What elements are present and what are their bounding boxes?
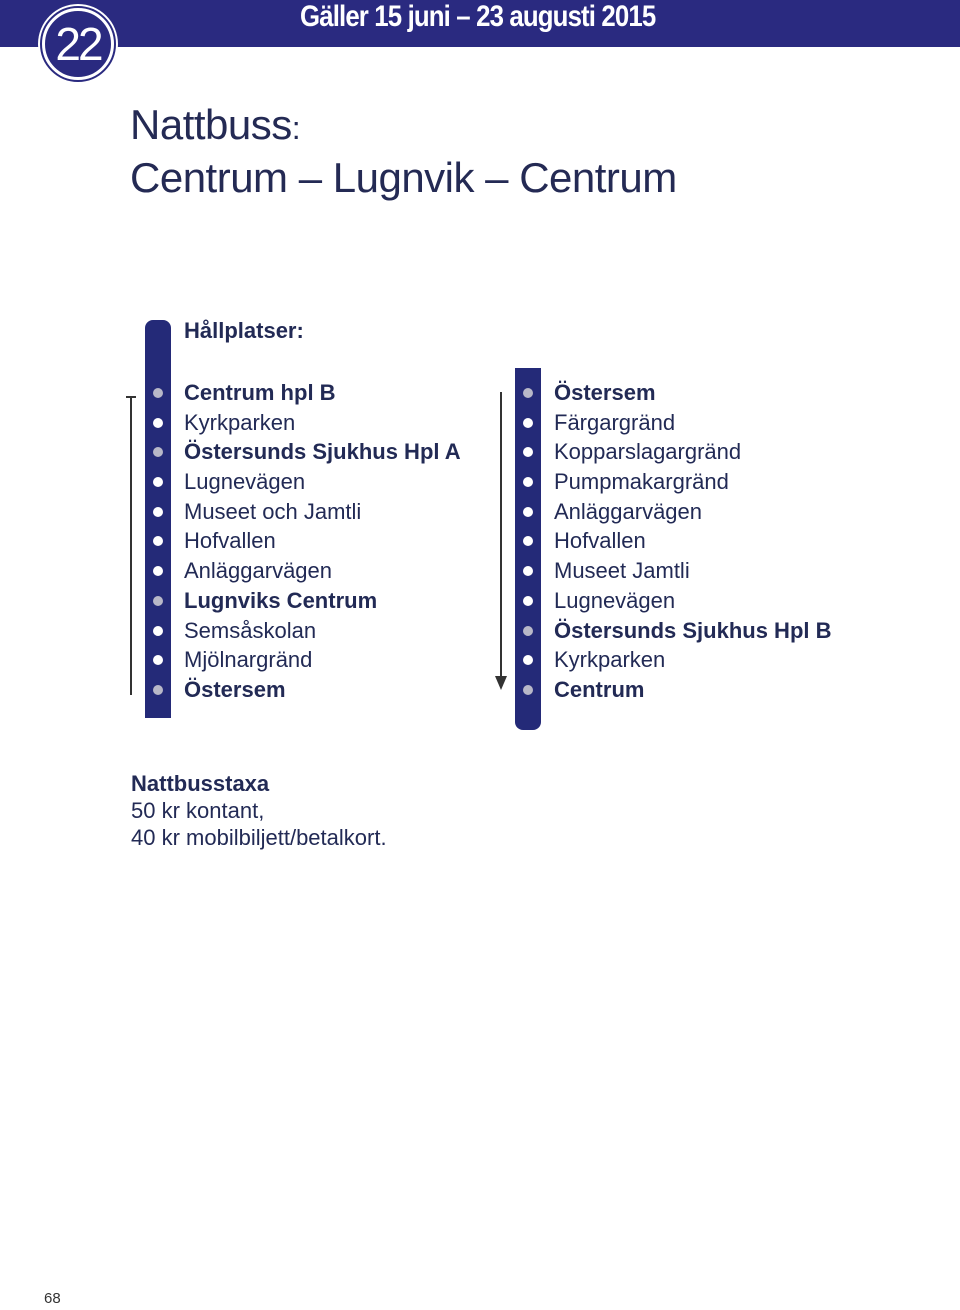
route-number: 22: [42, 8, 114, 80]
stop-dot-icon: [153, 477, 163, 487]
stop-dot-icon: [523, 596, 533, 606]
stop-name: Centrum: [554, 676, 645, 702]
stop-name: Hofvallen: [554, 528, 646, 554]
header-bar: [0, 0, 960, 47]
stop-name: Mjölnargränd: [184, 647, 313, 673]
stop-name: Hofvallen: [184, 528, 276, 554]
stop-name: Östersem: [184, 676, 286, 702]
stop-dot-icon: [523, 626, 533, 636]
stop-dot-icon: [153, 388, 163, 398]
page-number: 68: [44, 1290, 61, 1307]
fare-mobile: 40 kr mobilbiljett/betalkort.: [131, 825, 387, 850]
title-colon: :: [291, 110, 301, 146]
stop-name: Kopparslagargränd: [554, 439, 742, 465]
stop-dot-icon: [153, 626, 163, 636]
stop-dot-icon: [523, 685, 533, 695]
stop-name: Lugnevägen: [554, 587, 676, 613]
stop-name: Semsåskolan: [184, 617, 317, 643]
stop-dot-icon: [153, 418, 163, 428]
stop-name: Museet Jamtli: [554, 558, 690, 584]
stop-dot-icon: [153, 596, 163, 606]
validity-period: Gäller 15 juni – 23 augusti 2015: [300, 0, 656, 33]
stop-dot-icon: [523, 418, 533, 428]
page-title: [130, 100, 677, 203]
stop-name: Lugnevägen: [184, 469, 306, 495]
fare-cash: 50 kr kontant,: [131, 798, 265, 823]
stop-name: Centrum hpl B: [184, 380, 336, 405]
stop-dot-icon: [523, 507, 533, 517]
stop-name: Anläggarvägen: [184, 558, 333, 584]
stop-name: Östersunds Sjukhus Hpl A: [184, 439, 461, 465]
stop-dot-icon: [153, 507, 163, 517]
stop-dot-icon: [153, 685, 163, 695]
inbound-direction-line: [500, 392, 502, 678]
fare-title: Nattbusstaxa: [131, 771, 270, 796]
stop-name: Färgargränd: [554, 409, 676, 435]
arrow-down-icon: [495, 676, 507, 690]
title-line-2: Centrum – Lugnvik – Centrum: [130, 154, 677, 201]
stop-name: Östersem: [554, 380, 656, 405]
stop-name: Kyrkparken: [184, 409, 296, 435]
outbound-direction-line: [130, 397, 132, 695]
stop-name: Östersunds Sjukhus Hpl B: [554, 617, 832, 643]
stop-name: Pumpmakargränd: [554, 469, 729, 495]
title-line-1: Nattbuss: [130, 101, 292, 148]
route-number-badge: [38, 4, 118, 84]
stop-name: Museet och Jamtli: [184, 498, 362, 524]
stops-header: Hållplatser:: [184, 318, 304, 343]
stop-name: Kyrkparken: [554, 647, 666, 673]
stop-name: Anläggarvägen: [554, 498, 703, 524]
fare-info: [131, 770, 387, 851]
stop-name: Lugnviks Centrum: [184, 587, 378, 613]
stop-dot-icon: [523, 477, 533, 487]
stop-dot-icon: [523, 388, 533, 398]
